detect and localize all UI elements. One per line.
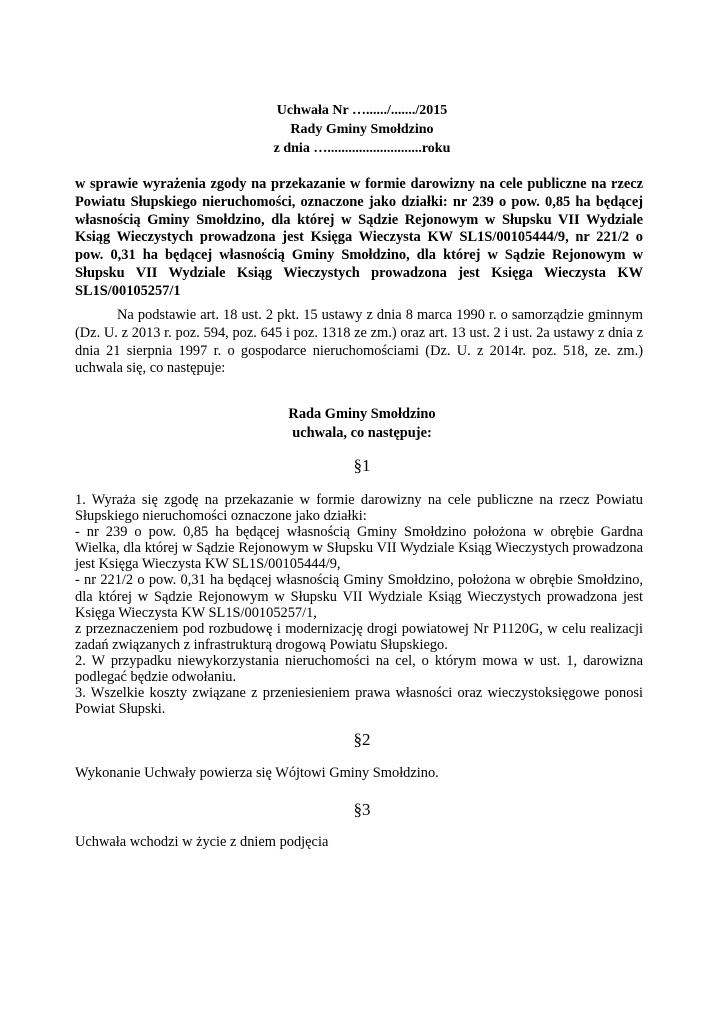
section-1-item: 1. Wyraża się zgodę na przekazanie w formie darowizny na cele publiczne na rzecz Powiatu Słupskiego nieruchomości oznaczone jako działki: [75,492,643,525]
section-3-mark: §3 [353,800,371,819]
legal-basis: Na podstawie art. 18 ust. 2 pkt. 15 ustawy z dnia 8 marca 1990 r. o samorządzie gminnym (Dz. U. z 2013 r. poz. 594, poz. 645 i poz. 1318 ze zm.) oraz art. 13 ust. 2 i ust. 2a ustawy z dnia z dnia 21 sierpnia 1997 r. o gospodarce nieruchomościami (Dz. U. z 2014r. poz. 518, ze. zm.) uchwala się, co następuje: [75,307,643,377]
section-2-mark: §2 [353,730,371,749]
section-1-item: 3. Wszelkie koszty związane z przeniesieniem prawa własności oraz wieczystoksięgowe ponosi Powiat Słupski. [75,685,643,718]
section-1-item: - nr 221/2 o pow. 0,31 ha będącej własnością Gminy Smołdzino, położona w obrębie Smołdzino, dla której w Sądzie Rejonowym w Słupsku VII Wydziale Ksiąg Wieczystych prowadzona jest Księga Wieczysta KW SL1S/00105257/1, [75,572,643,621]
section-1-item: - nr 239 o pow. 0,85 ha będącej własnością Gminy Smołdzino położona w obrębie Gardna Wielka, dla której w Sądzie Rejonowym w Słupsku VII Wydziale Ksiąg Wieczystych prowadzona jest Księga Wieczysta KW SL1S/00105444/9, [75,524,643,573]
section-3-text: Uchwała wchodzi w życie z dniem podjęcia [75,834,329,850]
resolution-heading-council: Rada Gminy Smołdzino [288,406,436,422]
section-2-text: Wykonanie Uchwały powierza się Wójtowi Gminy Smołdzino. [75,765,439,781]
council-name: Rady Gminy Smołdzino [290,122,434,137]
section-1-item: 2. W przypadku niewykorzystania nieruchomości na cel, o którym mowa w ust. 1, darowizna podlegać będzie odwołaniu. [75,652,643,686]
resolution-number: Uchwała Nr …....../......./2015 [276,103,448,118]
resolution-subject: w sprawie wyrażenia zgody na przekazanie w formie darowizny na cele publiczne na rzecz Powiatu Słupskiego nieruchomości, oznaczone jako działki: nr 239 o pow. 0,85 ha będącej własnością Gminy Smołdzino, dla której w Sądzie Rejonowym w Słupsku VII Wydziale Ksiąg Wieczystych prowadzona jest Księga Wieczysta KW SL1S/00105444/9, nr 221/2 o pow. 0,31 ha będącej własnością Gminy Smołdzino, dla której w Sądzie Rejonowym w Słupsku VII Wydziale Ksiąg Wieczystych prowadzona jest Księga Wieczysta KW SL1S/00105257/1 [75,176,643,299]
section-1-body [75,492,643,717]
resolution-heading-resolves: uchwala, co następuje: [292,425,432,441]
section-1-item: z przeznaczeniem pod rozbudowę i modernizację drogi powiatowej Nr P1120G, w celu realizacji zadań związanych z infrastrukturą drogową Powiatu Słupskiego. [75,620,643,653]
resolution-heading [0,405,724,443]
section-1-mark: §1 [353,456,371,475]
resolution-date: z dnia …...........................roku [273,141,451,156]
resolution-header [0,101,724,158]
